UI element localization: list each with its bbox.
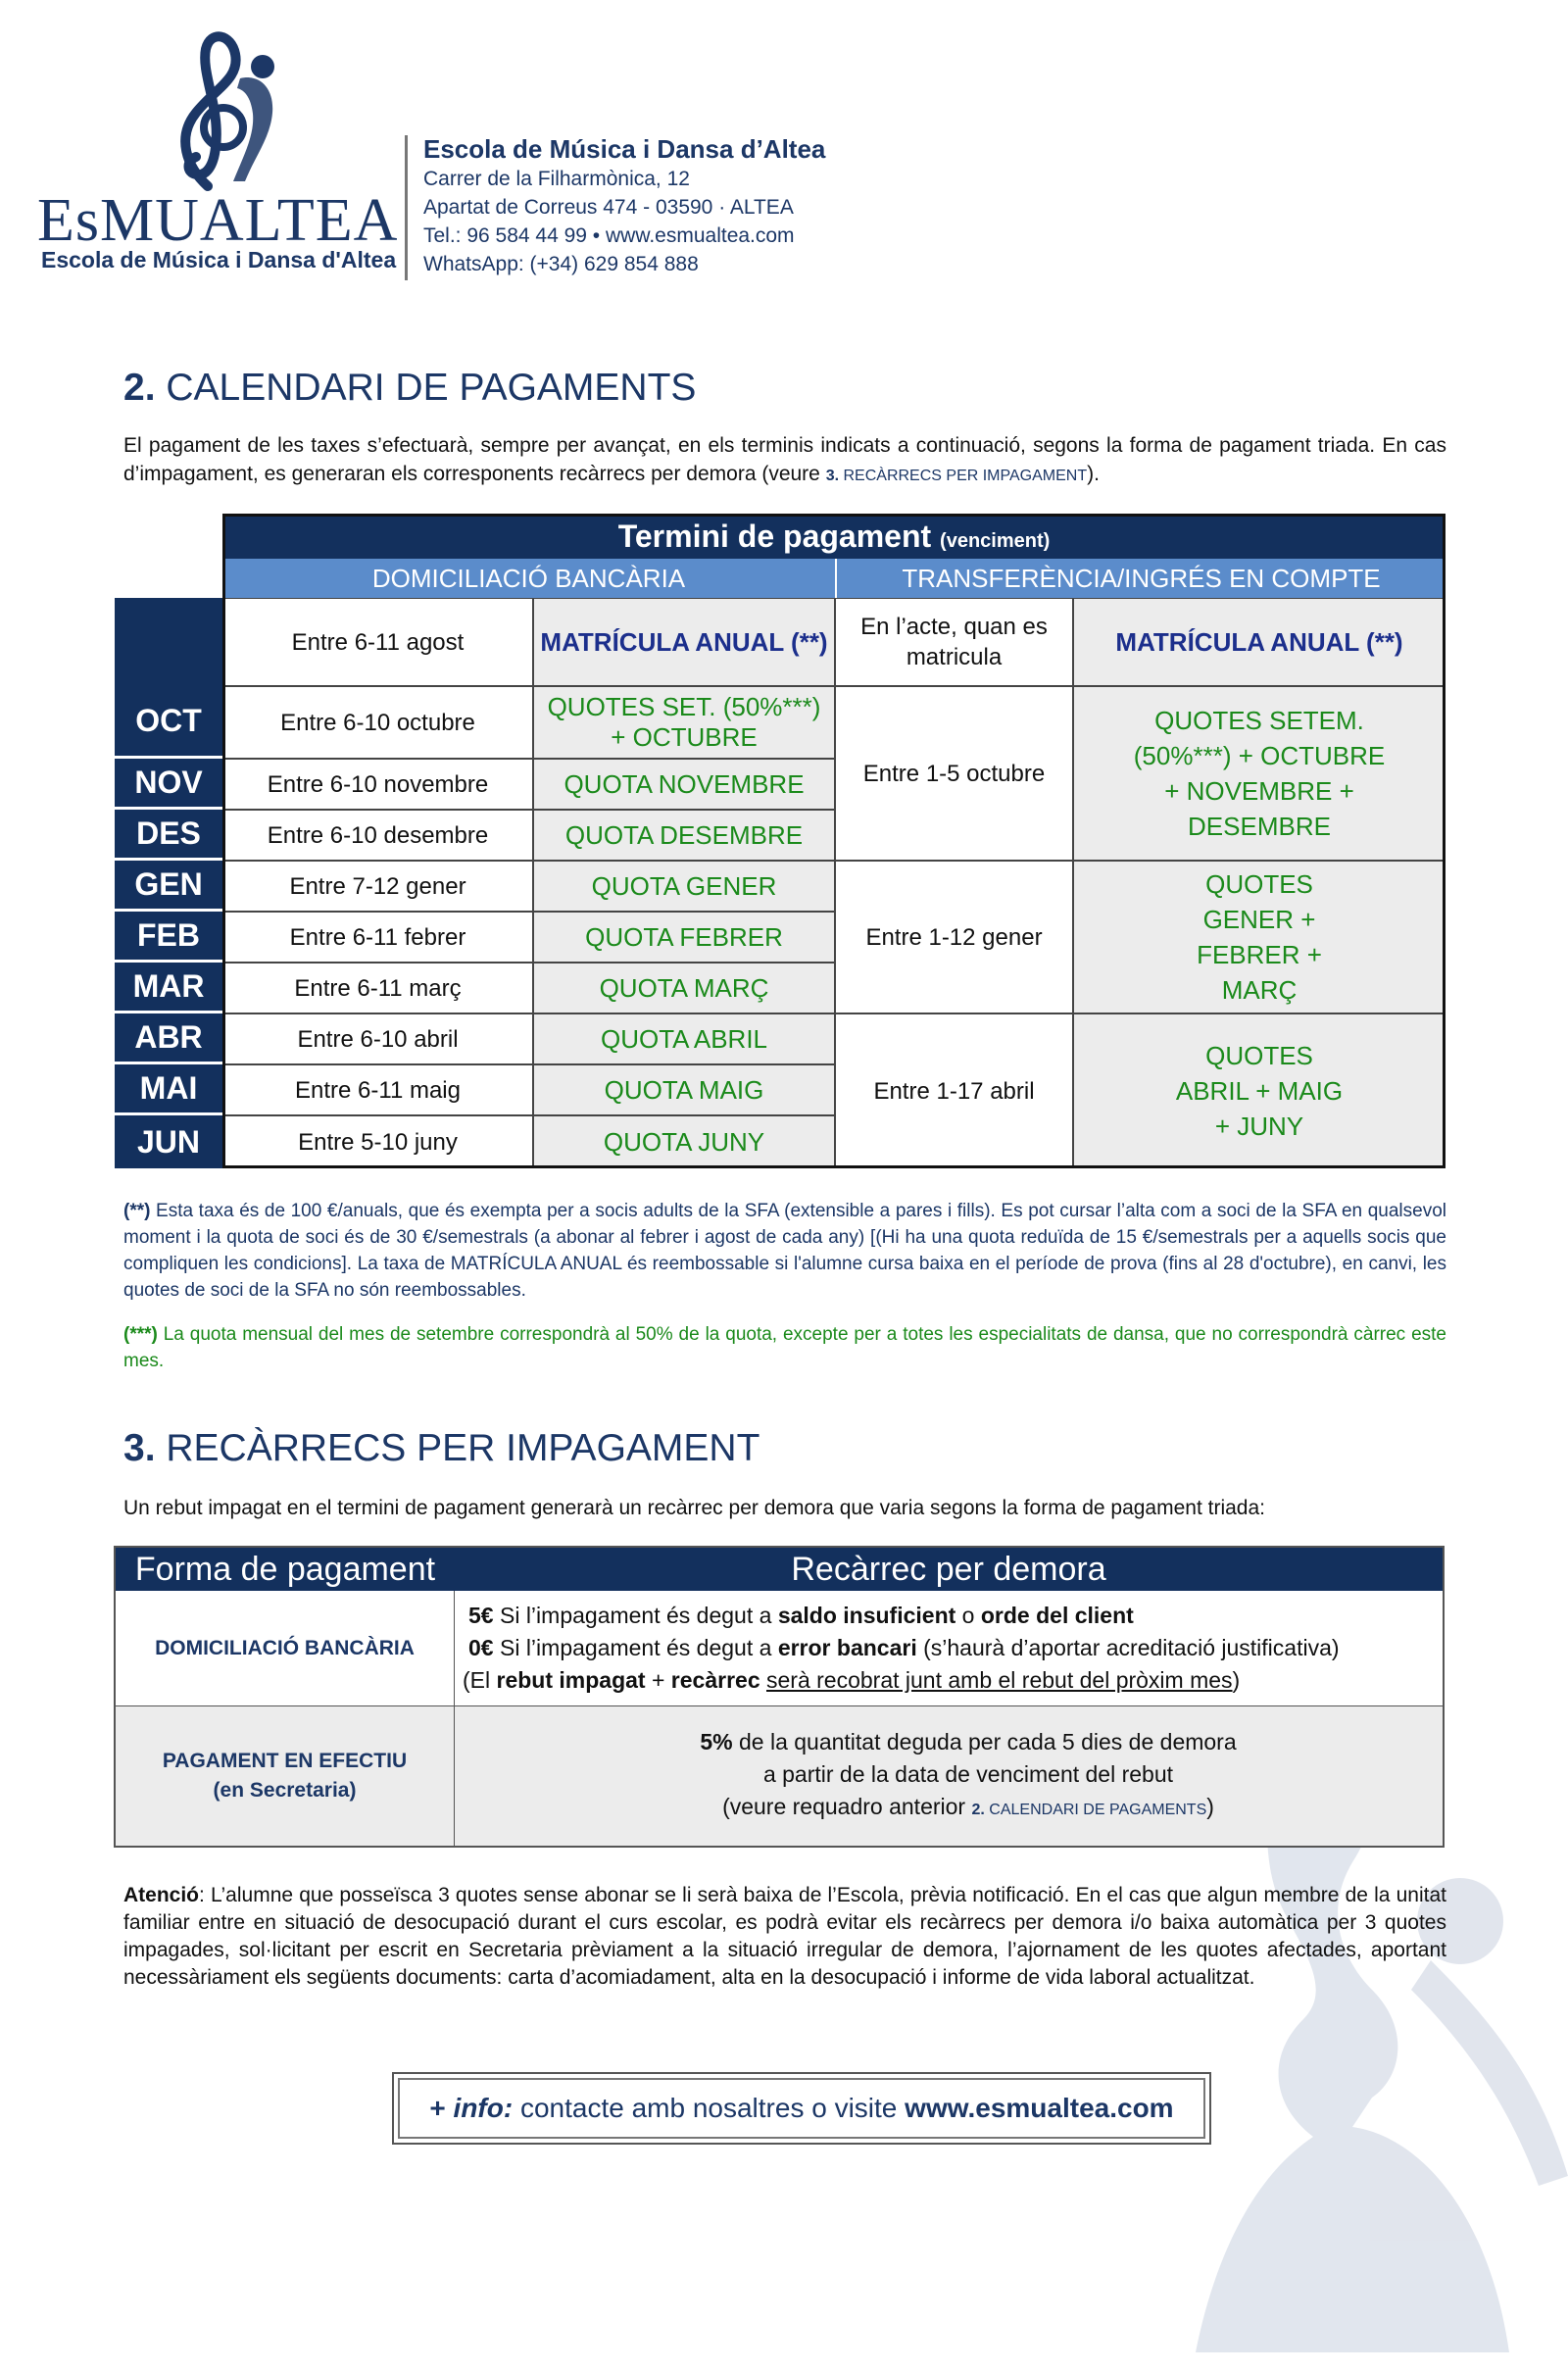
first-row-tr-date: En l’acte, quan es matricula bbox=[835, 598, 1073, 686]
info-inner bbox=[398, 2078, 1205, 2139]
intro-text: El pagament de les taxes s’efectuarà, sempre per avançat, en els terminis indicats a continuació, segons la forma de pagament triada. En cas d’impagament, es generaran els corresponents recàrrecs per demora (veure bbox=[123, 434, 1446, 485]
atencio-label: Atenció bbox=[123, 1884, 200, 1906]
info-plus: + bbox=[429, 2093, 446, 2123]
dom-quota: QUOTA JUNY bbox=[533, 1115, 835, 1168]
note-text: La quota mensual del mes de setembre correspondrà al 50% de la quota, excepte per a totes les especialitats de dansa, que no correspondrà càrrec este mes. bbox=[123, 1324, 1446, 1371]
surcharge-line-recobrat: (El rebut impagat + recàrrec serà recobrat junt amb el rebut del pròxim mes) bbox=[463, 1667, 1241, 1693]
col-header-transferencia: TRANSFERÈNCIA/INGRÉS EN COMPTE bbox=[835, 559, 1446, 598]
dom-date: Entre 6-10 octubre bbox=[222, 686, 533, 759]
website-link[interactable]: www.esmualtea.com bbox=[905, 2093, 1174, 2123]
tr-quota: QUOTES GENER + FEBRER + MARÇ bbox=[1073, 861, 1446, 1013]
label-line: PAGAMENT EN EFECTIU bbox=[162, 1750, 408, 1772]
logo-wordmark: EsMUALTEA bbox=[37, 187, 399, 254]
calendar-header bbox=[222, 514, 1446, 559]
dom-date: Entre 6-11 febrer bbox=[222, 912, 533, 963]
ref-number: 3. bbox=[825, 468, 840, 484]
dom-quota: QUOTA MAIG bbox=[533, 1064, 835, 1115]
address-line: Apartat de Correus 474 - 03590 · ALTEA bbox=[423, 196, 794, 219]
first-row-dom-quota: MATRÍCULA ANUAL (**) bbox=[533, 598, 835, 686]
month-label: MAI bbox=[115, 1064, 222, 1115]
section-number: 3. bbox=[123, 1427, 156, 1469]
section-title-text: RECÀRRECS PER IMPAGAMENT bbox=[166, 1427, 760, 1469]
note-mark: (***) bbox=[123, 1324, 158, 1345]
section-2-intro bbox=[123, 431, 1446, 490]
dom-quota: QUOTA DESEMBRE bbox=[533, 810, 835, 861]
ref-close: ). bbox=[1087, 463, 1100, 485]
atencio-paragraph bbox=[123, 1882, 1446, 1992]
surcharge-line-5eur: 5€ Si l’impagament és degut a saldo insuficient o orde del client bbox=[468, 1603, 1134, 1628]
row-content-domiciliacio bbox=[455, 1591, 1443, 1706]
section-3-intro: Un rebut impagat en el termini de pagament generarà un recàrrec per demora que varia segons la forma de pagament triada: bbox=[123, 1497, 1265, 1519]
month-label: JUN bbox=[115, 1115, 222, 1168]
dom-date: Entre 6-11 març bbox=[222, 963, 533, 1013]
month-label: GEN bbox=[115, 861, 222, 912]
tr-quota: QUOTES SETEM. (50%***) + OCTUBRE + NOVEMBRE + DESEMBRE bbox=[1073, 686, 1446, 861]
dom-quota: QUOTA MARÇ bbox=[533, 963, 835, 1013]
calendar-table bbox=[115, 598, 1446, 1168]
note-text: Esta taxa és de 100 €/anuals, que és exempta per a socis adults de la SFA (extensible a pares i fills). Es pot cursar l’alta com a soci de la SFA en qualsevol moment i la quota de soci és de 30 €/semestrals (a abonar al febrer i agost de cada any) [(Hi ha una quota reduïda de 15 €/semestrals per a aquells socis que compliquen les condicions]. La taxa de MATRÍCULA ANUAL és reembossable si l'alumne cursa baixa en el període de prova (fins al 28 d'octubre), en canvi, les quotes de soci de la SFA no són reembossables. bbox=[123, 1201, 1446, 1301]
info-box bbox=[392, 2072, 1211, 2145]
month-label: ABR bbox=[115, 1013, 222, 1064]
surcharge-line-percent: 5% de la quantitat deguda per cada 5 dies de demora bbox=[700, 1729, 1237, 1754]
address-line: Carrer de la Filharmònica, 12 bbox=[423, 168, 690, 190]
info-text: contacte amb nosaltres o visite bbox=[513, 2093, 906, 2123]
note-mark: (**) bbox=[123, 1201, 151, 1221]
dom-quota: QUOTA FEBRER bbox=[533, 912, 835, 963]
calendar-subtitle: (venciment) bbox=[940, 530, 1051, 552]
surcharge-line-0eur: 0€ Si l’impagament és degut a error bancari (s’haurà d’aportar acreditació justificativa) bbox=[468, 1635, 1340, 1660]
col-header-forma: Forma de pagament bbox=[116, 1548, 455, 1591]
logo-subtitle: Escola de Música i Dansa d'Altea bbox=[41, 247, 397, 272]
label-line: (en Secretaria) bbox=[213, 1779, 357, 1802]
first-row-dom-date: Entre 6-11 agost bbox=[222, 598, 533, 686]
section-title-text: CALENDARI DE PAGAMENTS bbox=[166, 367, 697, 409]
school-name: Escola de Música i Dansa d’Altea bbox=[423, 134, 826, 164]
info-label: info: bbox=[453, 2093, 514, 2123]
tr-date: Entre 1-12 gener bbox=[835, 861, 1073, 1013]
month-column-header bbox=[115, 598, 222, 686]
dom-date: Entre 7-12 gener bbox=[222, 861, 533, 912]
tr-quota: QUOTES ABRIL + MAIG + JUNY bbox=[1073, 1013, 1446, 1168]
note-matricula bbox=[123, 1198, 1446, 1304]
tr-date: Entre 1-17 abril bbox=[835, 1013, 1073, 1168]
dom-quota: QUOTA NOVEMBRE bbox=[533, 759, 835, 810]
surcharge-line-date: a partir de la data de venciment del rebut bbox=[762, 1761, 1174, 1787]
row-content-efectiu bbox=[455, 1706, 1443, 1846]
month-label: FEB bbox=[115, 912, 222, 963]
month-label: NOV bbox=[115, 759, 222, 810]
school-address bbox=[423, 133, 825, 278]
dom-quota: QUOTES SET. (50%***) + OCTUBRE bbox=[533, 686, 835, 759]
section-3-title bbox=[123, 1427, 760, 1470]
dom-date: Entre 5-10 juny bbox=[222, 1115, 533, 1168]
tr-date: Entre 1-5 octubre bbox=[835, 686, 1073, 861]
dom-quota: QUOTA ABRIL bbox=[533, 1013, 835, 1064]
note-setembre bbox=[123, 1321, 1446, 1374]
surcharge-table bbox=[114, 1546, 1445, 1848]
col-header-recarrec: Recàrrec per demora bbox=[455, 1548, 1443, 1591]
month-label: MAR bbox=[115, 963, 222, 1013]
surcharge-line-ref: (veure requadro anterior 2. CALENDARI DE PAGAMENTS) bbox=[722, 1794, 1214, 1819]
dom-date: Entre 6-10 abril bbox=[222, 1013, 533, 1064]
ref-text: RECÀRRECS PER IMPAGAMENT bbox=[843, 468, 1088, 484]
address-line: WhatsApp: (+34) 629 854 888 bbox=[423, 253, 699, 275]
row-label-efectiu bbox=[116, 1706, 455, 1846]
dom-date: Entre 6-11 maig bbox=[222, 1064, 533, 1115]
first-row-tr-quota: MATRÍCULA ANUAL (**) bbox=[1073, 598, 1446, 686]
header-divider bbox=[405, 135, 408, 280]
logo-treble-clef-icon bbox=[147, 20, 294, 196]
address-line: Tel.: 96 584 44 99 • www.esmualtea.com bbox=[423, 224, 795, 247]
calendar-title: Termini de pagament bbox=[617, 519, 932, 554]
row-label-domiciliacio: DOMICILIACIÓ BANCÀRIA bbox=[116, 1591, 455, 1706]
atencio-text: : L’alumne que posseïsca 3 quotes sense abonar se li serà baixa de l’Escola, prèvia notificació. En el cas que algun membre de la unitat familiar entre en situació de desocupació durant el curs escolar, es podrà evitar els recàrrecs per demora i/o baixa automàtica per 3 quotes impagades, sol·licitant per escrit en Secretaria prèviament a la situació irregular de demora, l’ajornament de les quotes afectades, aportant necessàriament els següents documents: carta d’acomiadament, alta en la desocupació i informe de vida laboral actualitzat. bbox=[123, 1884, 1446, 1989]
section-2-title bbox=[123, 367, 696, 410]
dom-quota: QUOTA GENER bbox=[533, 861, 835, 912]
col-header-domiciliacio: DOMICILIACIÓ BANCÀRIA bbox=[222, 559, 835, 598]
dom-date: Entre 6-10 novembre bbox=[222, 759, 533, 810]
month-label: DES bbox=[115, 810, 222, 861]
section-number: 2. bbox=[123, 367, 156, 409]
month-label: OCT bbox=[115, 686, 222, 759]
dom-date: Entre 6-10 desembre bbox=[222, 810, 533, 861]
